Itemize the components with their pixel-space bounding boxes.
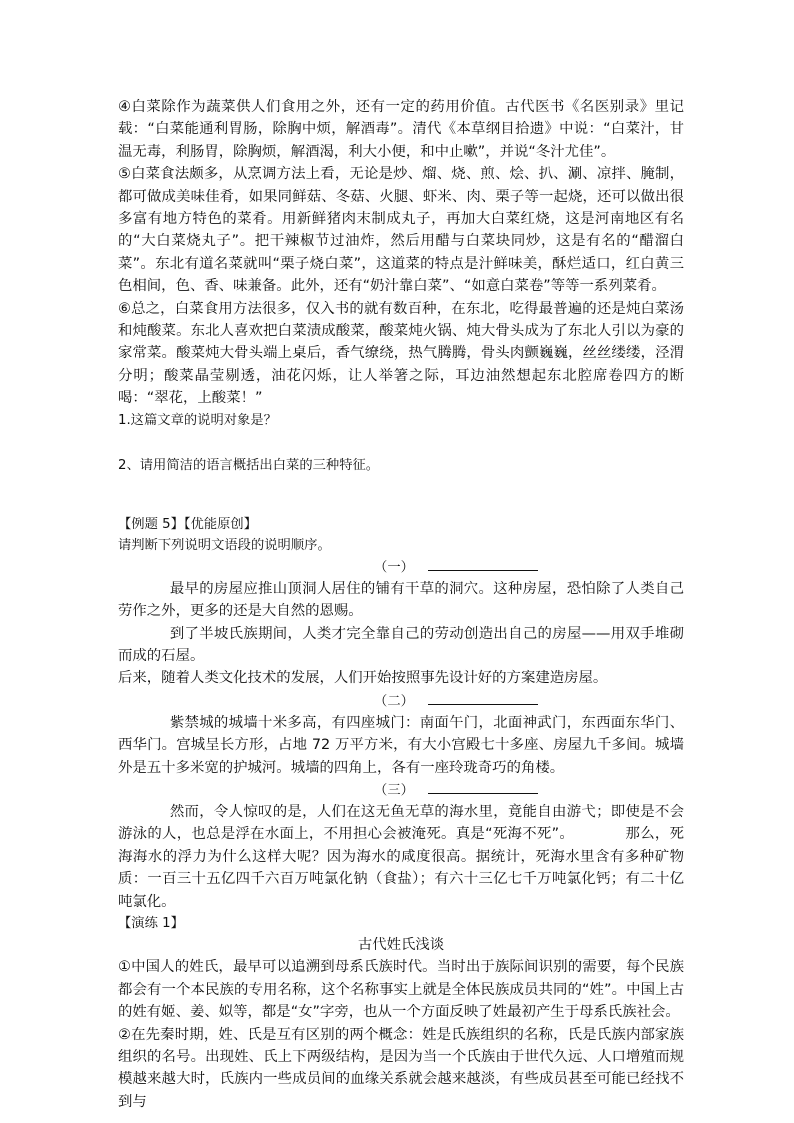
section-3-paragraph-1: 然而，令人惊叹的是，人们在这无鱼无草的海水里，竟能自由游弋；即使是不会游泳的人，也总是浮在水面上，不用担心会被淹死。真是“死海不死”。 那么，死海海水的浮力为什么这样大呢？因为海水的咸度很高。据统计，死海水里含有多种矿物质：一百三十五亿四千六百万吨氯化钠（食盐）；有六十三亿七千万吨氯化钙；有二十亿吨氯化。 [118,803,684,910]
section-2-header [118,690,684,712]
document-body [118,96,684,1113]
section-1-paragraph-2: 到了半坡氏族期间，人类才完全靠自己的劳动创造出自己的房屋——用双手堆砌而成的石屋。 [118,625,684,664]
drill-heading: 【演练 1】 [118,915,184,931]
example-instruction: 请判断下列说明文语段的说明顺序。 [118,537,331,553]
section-2-answer-blank[interactable] [428,690,538,705]
drill-paragraph-1: ①中国人的姓氏，最早可以追溯到母系氏族时代。当时出于族际间识别的需要，每个民族都会有一个本民族的专用名称，这个名称事实上就是全体民族成员共同的“姓”。中国上古的姓有姬、姜、姒等，都是“女”字旁，也从一个方面反映了姓最初产生于母系氏族社会。 [118,959,684,1021]
section-3-answer-blank[interactable] [428,779,538,794]
question-1: 1.这篇文章的说明对象是？ [118,412,277,428]
paragraph-4: ④白菜除作为蔬菜供人们食用之外，还有一定的药用价值。古代医书《名医别录》里记载：“白菜能通利胃肠，除胸中烦，解酒毒”。清代《本草纲目拾遗》中说：“白菜汁，甘温无毒，利肠胃，除胸烦，解酒渴，利大小便，和中止嗽”，并说“冬汁尤佳”。 [118,99,684,160]
drill-title: 古代姓氏浅谈 [357,936,445,953]
section-2-label: （二） [374,693,414,709]
section-1-header [118,556,684,578]
section-3-header [118,779,684,801]
section-1-label: （一） [374,559,414,575]
section-1-paragraph-3: 后来，随着人类文化技术的发展，人们开始按照事先设计好的方案建造房屋。 [118,670,608,687]
question-2: 2、请用简洁的语言概括出白菜的三种特征。 [118,457,380,473]
example-heading: 【例题 5】【优能原创】 [118,516,258,532]
section-3-label: （三） [374,782,414,798]
paragraph-5: ⑤白菜食法颇多，从烹调方法上看，无论是炒、熘、烧、煎、烩、扒、涮、凉拌、腌制，都可做成美味佳肴，如果同鲜菇、冬菇、火腿、虾米、肉、栗子等一起烧，还可以做出很多富有地方特色的菜肴。用新鲜猪肉末制成丸子，再加大白菜红烧，这是河南地区有名的“大白菜烧丸子”。把干辣椒节过油炸，然后用醋与白菜块同炒，这是有名的“醋溜白菜”。东北有道名菜就叫“栗子烧白菜”，这道菜的特点是汁鲜味美，酥烂适口，红白黄三色相间，色、香、味兼备。此外，还有“奶汁靠白菜”、“如意白菜卷”等等一系列菜肴。 [118,166,684,295]
section-2-paragraph-1: 紫禁城的城墙十米多高，有四座城门：南面午门，北面神武门，东西面东华门、西华门。宫城呈长方形，占地 72 万平方米，有大小宫殿七十多座、房屋九千多间。城墙外是五十多米宽的护城河。城墙的四角上，各有一座玲珑奇巧的角楼。 [118,714,684,776]
drill-paragraph-2: ②在先秦时期，姓、氏是互有区别的两个概念：姓是氏族组织的名称，氏是氏族内部家族组织的名号。出现姓、氏上下两级结构，是因为当一个氏族由于世代久远、人口增殖而规模越来越大时，氏族内一些成员间的血缘关系就会越来越淡，有些成员甚至可能已经找不到与 [118,1026,684,1110]
section-1-answer-blank[interactable] [428,556,538,571]
paragraph-6: ⑥总之，白菜食用方法很多，仅入书的就有数百种，在东北，吃得最普遍的还是炖白菜汤和炖酸菜。东北人喜欢把白菜渍成酸菜，酸菜炖火锅、炖大骨头成为了东北人引以为豪的家常菜。酸菜炖大骨头端上桌后，香气缭绕，热气腾腾，骨头肉颤巍巍，丝丝缕缕，泾渭分明；酸菜晶莹剔透，油花闪烁，让人举箸之际，耳边油然想起东北腔席卷四方的断喝：“翠花，上酸菜！” [118,300,684,407]
section-1-paragraph-1: 最早的房屋应推山顶洞人居住的铺有干草的洞穴。这种房屋，恐怕除了人类自己劳作之外，更多的还是大自然的恩赐。 [118,580,684,620]
